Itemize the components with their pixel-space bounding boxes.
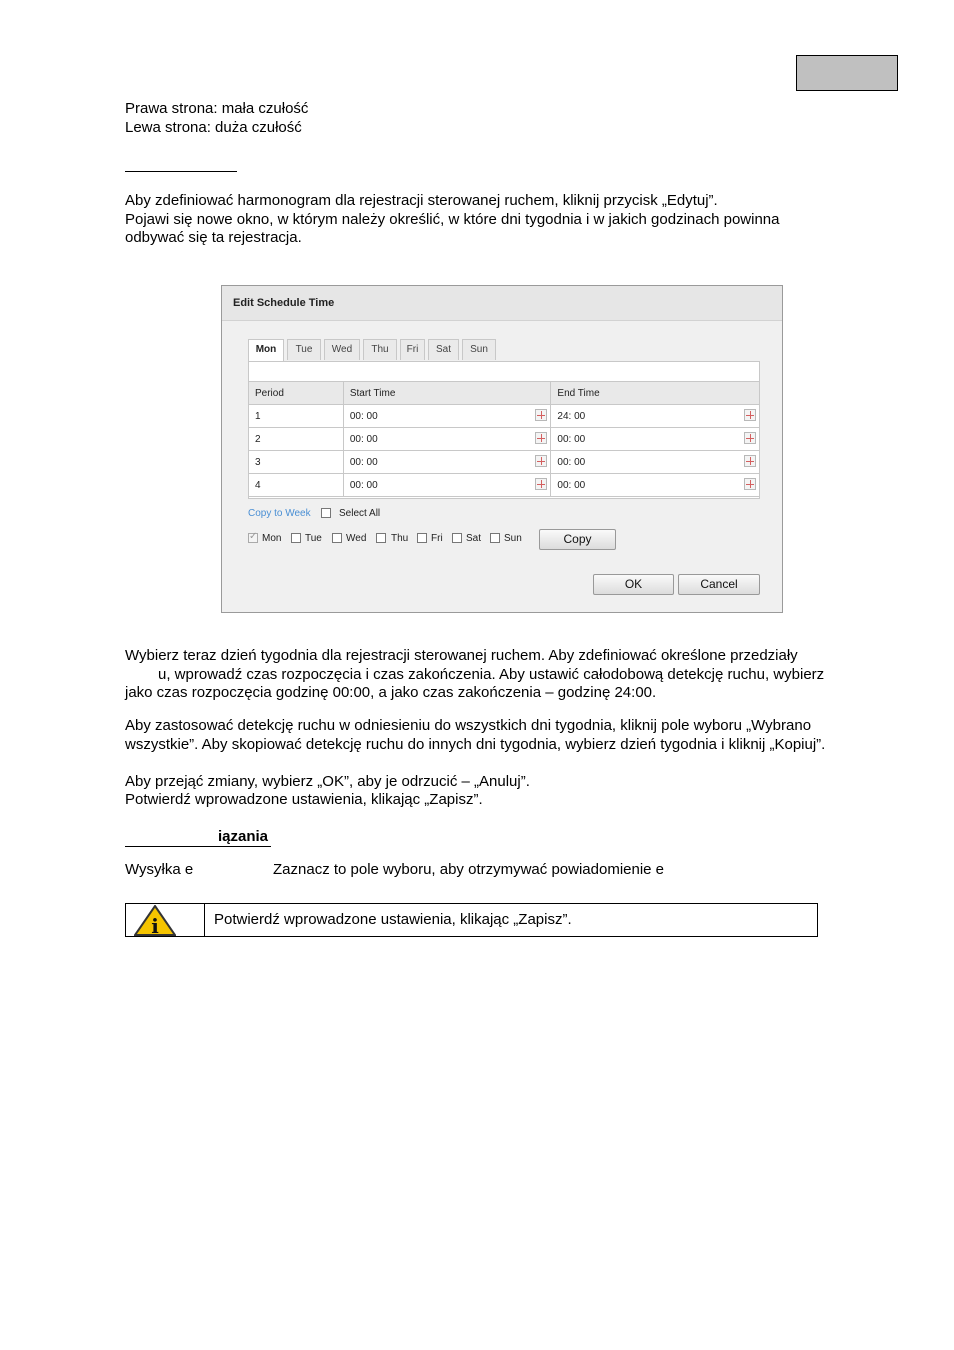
time-picker-icon[interactable] — [535, 455, 547, 467]
intro-line-2: Pojawi się nowe okno, w którym należy określić, w które dni tygodnia i w jakich godzinach powinna — [125, 211, 780, 228]
info-divider — [204, 904, 205, 936]
day-label-wed: Wed — [346, 533, 367, 544]
tab-thu[interactable]: Thu — [363, 339, 397, 360]
info-icon-glyph: i — [151, 914, 159, 936]
day-checkbox-tue[interactable] — [291, 533, 301, 543]
schedule-table — [248, 381, 760, 497]
day-label-sat: Sat — [466, 533, 482, 544]
dialog-title: Edit Schedule Time — [233, 297, 335, 309]
email-description: Zaznacz to pole wyboru, aby otrzymywać powiadomienie e — [273, 861, 665, 878]
ok-button[interactable]: OK — [593, 574, 674, 595]
time-picker-icon[interactable] — [535, 478, 547, 490]
tab-sat[interactable]: Sat — [428, 339, 459, 360]
start-time-field[interactable] — [343, 451, 551, 474]
day-checkbox-sat[interactable] — [452, 533, 462, 543]
table-row — [249, 474, 760, 497]
period-number: 4 — [249, 474, 344, 497]
heading-underline — [125, 171, 237, 172]
column-header-period: Period — [249, 382, 344, 405]
page-marker-box — [796, 55, 898, 91]
table-header-row — [249, 382, 760, 405]
time-picker-icon[interactable] — [744, 409, 756, 421]
time-picker-icon[interactable] — [744, 432, 756, 444]
day-label-sun: Sun — [504, 533, 522, 544]
period-number: 2 — [249, 428, 344, 451]
day-label-mon: Mon — [262, 533, 282, 544]
cancel-button[interactable]: Cancel — [678, 574, 760, 595]
select-all-label: Select All — [339, 508, 381, 519]
end-time-field[interactable] — [551, 405, 760, 428]
save-explain: Potwierdź wprowadzone ustawienia, klikając „Zapisz”. — [125, 791, 483, 808]
info-note-text: Potwierdź wprowadzone ustawienia, klikając „Zapisz”. — [214, 911, 572, 928]
day-label-tue: Tue — [305, 533, 322, 544]
tab-fri[interactable]: Fri — [400, 339, 425, 360]
period-number: 1 — [249, 405, 344, 428]
time-picker-icon[interactable] — [535, 409, 547, 421]
start-time-value: 00: 00 — [349, 410, 378, 422]
time-picker-icon[interactable] — [744, 455, 756, 467]
intro-line-1: Aby zdefiniować harmonogram dla rejestracji sterowanej ruchem, kliknij przycisk „Edytuj”. — [125, 192, 718, 209]
day-checkbox-thu[interactable] — [376, 533, 386, 543]
info-note-box — [125, 903, 818, 937]
end-time-value: 24: 00 — [557, 410, 586, 422]
start-time-field[interactable] — [343, 405, 551, 428]
copy-button[interactable]: Copy — [539, 529, 616, 550]
start-time-field[interactable] — [343, 428, 551, 451]
time-picker-icon[interactable] — [744, 478, 756, 490]
info-icon — [134, 905, 176, 936]
select-all-checkbox[interactable] — [321, 508, 331, 518]
end-time-value: 00: 00 — [557, 433, 586, 445]
day-checkbox-wed[interactable] — [332, 533, 342, 543]
day-checkbox-fri[interactable] — [417, 533, 427, 543]
start-time-field[interactable] — [343, 474, 551, 497]
end-time-field[interactable] — [551, 474, 760, 497]
start-time-value: 00: 00 — [349, 479, 378, 491]
start-time-value: 00: 00 — [349, 433, 378, 445]
end-time-field[interactable] — [551, 428, 760, 451]
table-row — [249, 405, 760, 428]
tab-sun[interactable]: Sun — [462, 339, 496, 360]
day-label-thu: Thu — [391, 533, 409, 544]
text-line-right-sensitivity: Prawa strona: mała czułość — [125, 100, 309, 117]
end-time-value: 00: 00 — [557, 456, 586, 468]
tab-tue[interactable]: Tue — [287, 339, 321, 360]
intro-line-3: odbywać się ta rejestracja. — [125, 229, 302, 246]
explain-line-3: jako czas rozpoczęcia godzinę 00:00, a jako czas zakończenia – godzinę 24:00. — [125, 684, 657, 701]
table-row — [249, 428, 760, 451]
tab-mon[interactable]: Mon — [248, 339, 284, 361]
select-all-explain-line-1: Aby zastosować detekcję ruchu w odniesieniu do wszystkich dni tygodnia, kliknij pole wyboru „Wybrano — [125, 717, 812, 734]
dialog-header — [222, 286, 782, 321]
select-all-explain-line-2: wszystkie”. Aby skopiować detekcję ruchu do innych dni tygodnia, wybierz dzień tygodnia i kliknij „Kopiuj”. — [125, 736, 826, 753]
tab-wed[interactable]: Wed — [324, 339, 360, 360]
start-time-value: 00: 00 — [349, 456, 378, 468]
period-number: 3 — [249, 451, 344, 474]
column-header-start-time: Start Time — [343, 382, 551, 405]
end-time-value: 00: 00 — [557, 479, 586, 491]
text-line-left-sensitivity: Lewa strona: duża czułość — [125, 119, 302, 136]
edit-schedule-dialog — [221, 285, 783, 613]
email-label: Wysyłka e — [125, 861, 194, 878]
column-header-end-time: End Time — [551, 382, 760, 405]
day-label-fri: Fri — [431, 533, 443, 544]
section-heading: iązania — [218, 828, 269, 845]
day-checkbox-sun[interactable] — [490, 533, 500, 543]
table-row — [249, 451, 760, 474]
explain-line-1: Wybierz teraz dzień tygodnia dla rejestracji sterowanej ruchem. Aby zdefiniować określone przedziały — [125, 647, 798, 664]
day-checkbox-mon[interactable] — [248, 533, 258, 543]
copy-to-week-link[interactable]: Copy to Week — [248, 508, 311, 519]
end-time-field[interactable] — [551, 451, 760, 474]
time-picker-icon[interactable] — [535, 432, 547, 444]
explain-line-2: u, wprowadź czas rozpoczęcia i czas zakończenia. Aby ustawić całodobową detekcję ruchu, wybierz — [158, 666, 825, 683]
ok-cancel-explain: Aby przejąć zmiany, wybierz „OK”, aby je odrzucić – „Anuluj”. — [125, 773, 530, 790]
